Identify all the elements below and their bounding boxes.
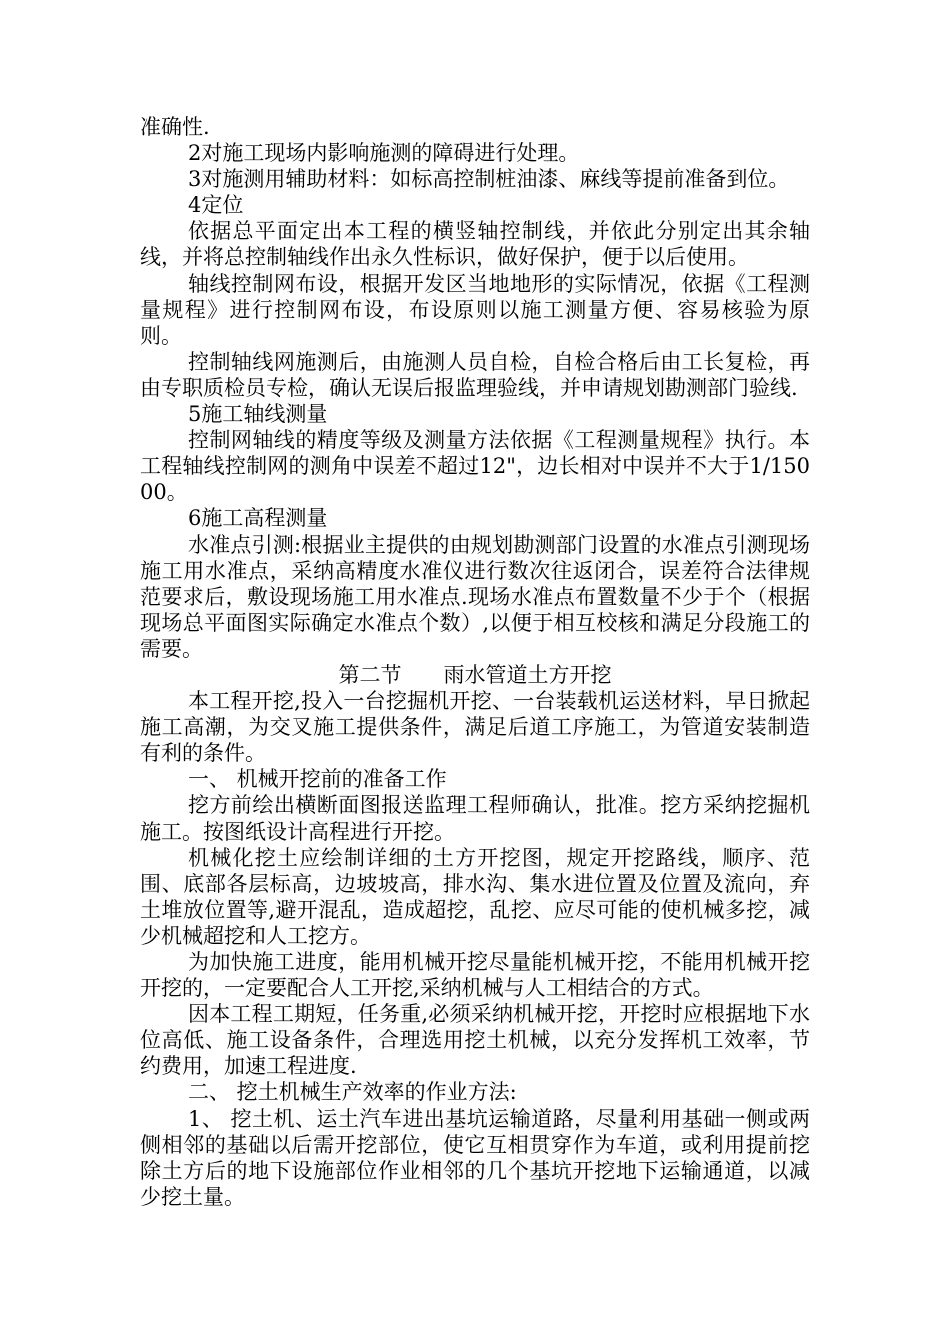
- paragraph-18: 因本工程工期短，任务重,必须采纳机械开挖，开挖时应根据地下水位高低、施工设备条件，合理选用挖土机械，以充分发挥机工效率，节约费用，加速工程进度.: [140, 1002, 810, 1079]
- paragraph-6: 轴线控制网布设，根据开发区当地地形的实际情况，依据《工程测量规程》进行控制网布设，布设原则以施工测量方便、容易核验为原则。: [140, 271, 810, 348]
- paragraph-1: 准确性.: [140, 115, 210, 139]
- paragraph-2: 2对施工现场内影响施测的障碍进行处理。: [188, 141, 580, 166]
- heading-axis-survey: 5施工轴线测量: [188, 402, 328, 427]
- paragraph-5: 依据总平面定出本工程的横竖轴控制线，并依此分别定出其余轴线，并将总控制轴线作出永久性标识，做好保护，便于以后使用。: [140, 219, 810, 270]
- paragraph-9: 控制网轴线的精度等级及测量方法依据《工程测量规程》执行。本工程轴线控制网的测角中误差不超过12"，边长相对中误并不大于1/15000。: [140, 428, 810, 505]
- paragraph-11: 水准点引测:根据业主提供的由规划勘测部门设置的水准点引测现场施工用水准点，采纳高精度水准仪进行数次往返闭合，误差符合法律规范要求后，敷设现场施工用水准点.现场水准点布置数量不少于个（根据现场总平面图实际确定水准点个数）,以便于相互校核和满足分段施工的需要。: [140, 532, 810, 661]
- paragraph-16: 机械化挖土应绘制详细的土方开挖图，规定开挖路线，顺序、范围、底部各层标高，边坡坡高，排水沟、集水进位置及位置及流向，弃土堆放位置等,避开混乱，造成超挖，乱挖、应尽可能的使机械多挖，减少机械超挖和人工挖方。: [140, 845, 810, 948]
- document-page: [140, 114, 810, 1210]
- paragraph-20: 1、 挖土机、运土汽车进出基坑运输道路，尽量利用基础一侧或两侧相邻的基础以后需开挖部位，使它互相贯穿作为车道，或利用提前挖除土方后的地下设施部位作业相邻的几个基坑开挖地下运输通道，以减少挖土量。: [140, 1106, 810, 1209]
- heading-work-methods: 二、 挖土机械生产效率的作业方法:: [188, 1080, 517, 1105]
- paragraph-7: 控制轴线网施测后，由施测人员自检，自检合格后由工长复检，再由专职质检员专检，确认无误后报监理验线，并申请规划勘测部门验线.: [140, 349, 810, 400]
- heading-positioning: 4定位: [188, 193, 244, 218]
- heading-elevation-survey: 6施工高程测量: [188, 506, 328, 531]
- paragraph-15: 挖方前绘出横断面图报送监理工程师确认，批准。挖方采纳挖掘机施工。按图纸设计高程进行开挖。: [140, 793, 810, 844]
- paragraph-13: 本工程开挖,投入一台挖掘机开挖、一台装载机运送材料，早日掀起施工高潮，为交叉施工提供条件，满足后道工序施工，为管道安装制造有利的条件。: [140, 689, 810, 766]
- heading-preparation: 一、 机械开挖前的准备工作: [188, 767, 447, 792]
- paragraph-3: 3对施测用辅助材料：如标高控制桩油漆、麻线等提前准备到位。: [188, 167, 790, 192]
- paragraph-17: 为加快施工进度，能用机械开挖尽量能机械开挖，不能用机械开挖开挖的，一定要配合人工开挖,采纳机械与人工相结合的方式。: [140, 950, 810, 1001]
- section-title: 第二节 雨水管道土方开挖: [338, 662, 612, 687]
